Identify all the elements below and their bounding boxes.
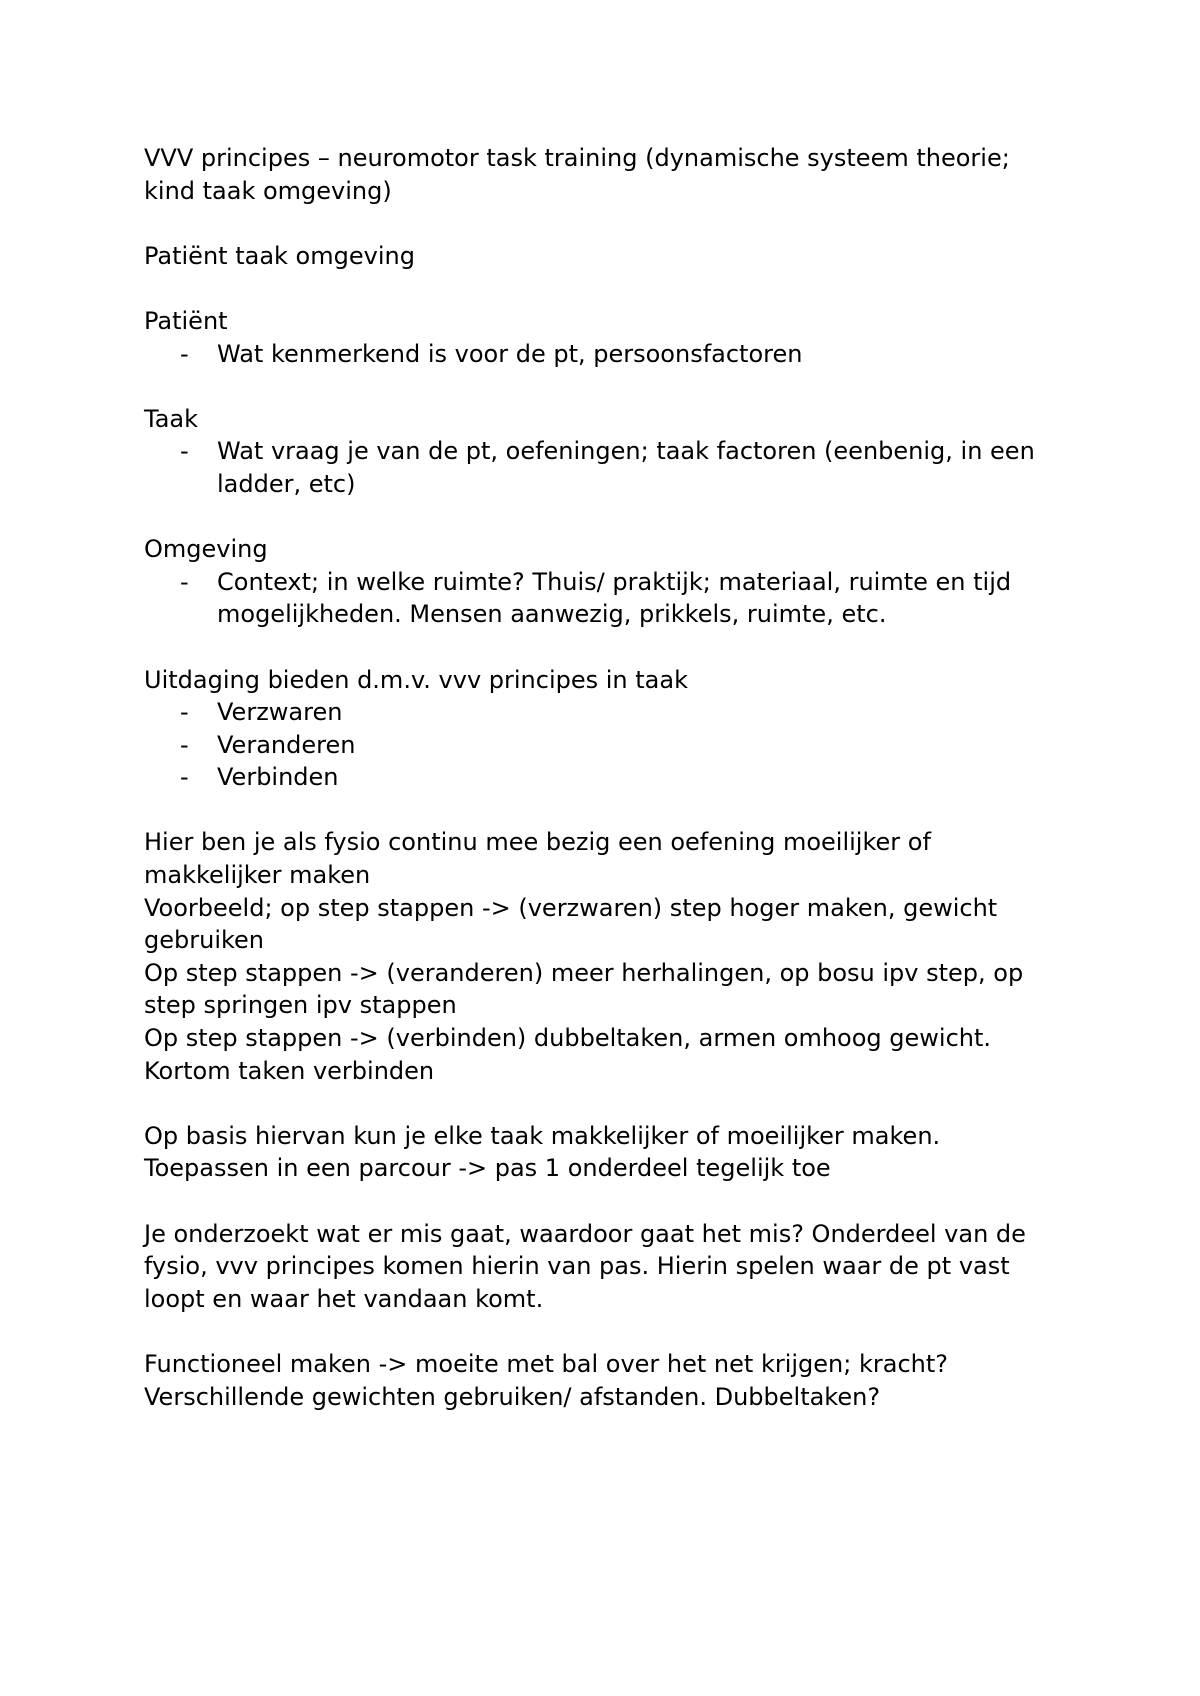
uitdaging-list [144,696,1074,794]
dash-bullet: - [180,698,189,727]
paragraph-text: Voorbeeld; op step stappen -> (verzwaren) step hoger maken, gewicht gebruiken [144,893,998,955]
spacer [144,1315,1074,1348]
spacer [144,794,1074,827]
list-item-text: Veranderen [217,730,356,759]
spacer [144,501,1074,534]
paragraph-text: Op basis hiervan kun je elke taak makkelijker of moeilijker maken. [144,1121,941,1150]
spacer [144,1087,1074,1120]
dash-bullet: - [180,437,189,466]
list-item-text: Context; in welke ruimte? Thuis/ praktijk; materiaal, ruimte en tijd mogelijkheden. Mensen aanwezig, prikkels, ruimte, etc. [217,567,1012,629]
document-body [144,142,1074,1413]
paragraph-text: Je onderzoekt wat er mis gaat, waardoor gaat het mis? Onderdeel van de fysio, vvv principes komen hierin van pas. Hierin spelen waar de pt vast loopt en waar het vandaan komt. [144,1219,1026,1313]
section-heading-omgeving: Omgeving [144,535,268,564]
list-item [144,729,1074,762]
paragraph-text: Hier ben je als fysio continu mee bezig een oefening moeilijker of makkelijker maken [144,828,931,890]
patient-list [144,338,1074,371]
list-item [144,566,1074,631]
section-heading-patient: Patiënt [144,306,228,335]
list-item [144,696,1074,729]
dash-bullet: - [180,567,189,596]
document-subtitle: Patiënt taak omgeving [144,241,415,270]
paragraph-text: Toepassen in een parcour -> pas 1 onderdeel tegelijk toe [144,1154,831,1183]
list-item-text: Verbinden [217,763,339,792]
paragraph-text: Op step stappen -> (verbinden) dubbeltaken, armen omhoog gewicht. [144,1024,992,1053]
paragraph-text: Verschillende gewichten gebruiken/ afstanden. Dubbeltaken? [144,1382,881,1411]
list-item [144,435,1074,500]
list-item [144,338,1074,371]
spacer [144,631,1074,664]
paragraph-text: Functioneel maken -> moeite met bal over het net krijgen; kracht? [144,1349,948,1378]
omgeving-list [144,566,1074,631]
dash-bullet: - [180,730,189,759]
spacer [144,370,1074,403]
spacer [144,272,1074,305]
section-heading-uitdaging: Uitdaging bieden d.m.v. vvv principes in taak [144,665,688,694]
dash-bullet: - [180,763,189,792]
list-item-text: Verzwaren [217,698,343,727]
paragraph-text: Kortom taken verbinden [144,1056,435,1085]
dash-bullet: - [180,339,189,368]
list-item-text: Wat vraag je van de pt, oefeningen; taak factoren (eenbenig, in een ladder, etc) [217,437,1035,498]
spacer [144,207,1074,240]
spacer [144,1185,1074,1218]
taak-list [144,435,1074,500]
section-heading-taak: Taak [144,404,198,433]
list-item-text: Wat kenmerkend is voor de pt, persoonsfactoren [217,339,803,368]
paragraph-text: Op step stappen -> (veranderen) meer herhalingen, op bosu ipv step, op step springen ipv stappen [144,958,1024,1020]
document-title-line-1: VVV principes – neuromotor task training (dynamische systeem theorie; [144,144,1010,172]
list-item [144,761,1074,794]
document-title-line-2: kind taak omgeving) [144,176,392,205]
